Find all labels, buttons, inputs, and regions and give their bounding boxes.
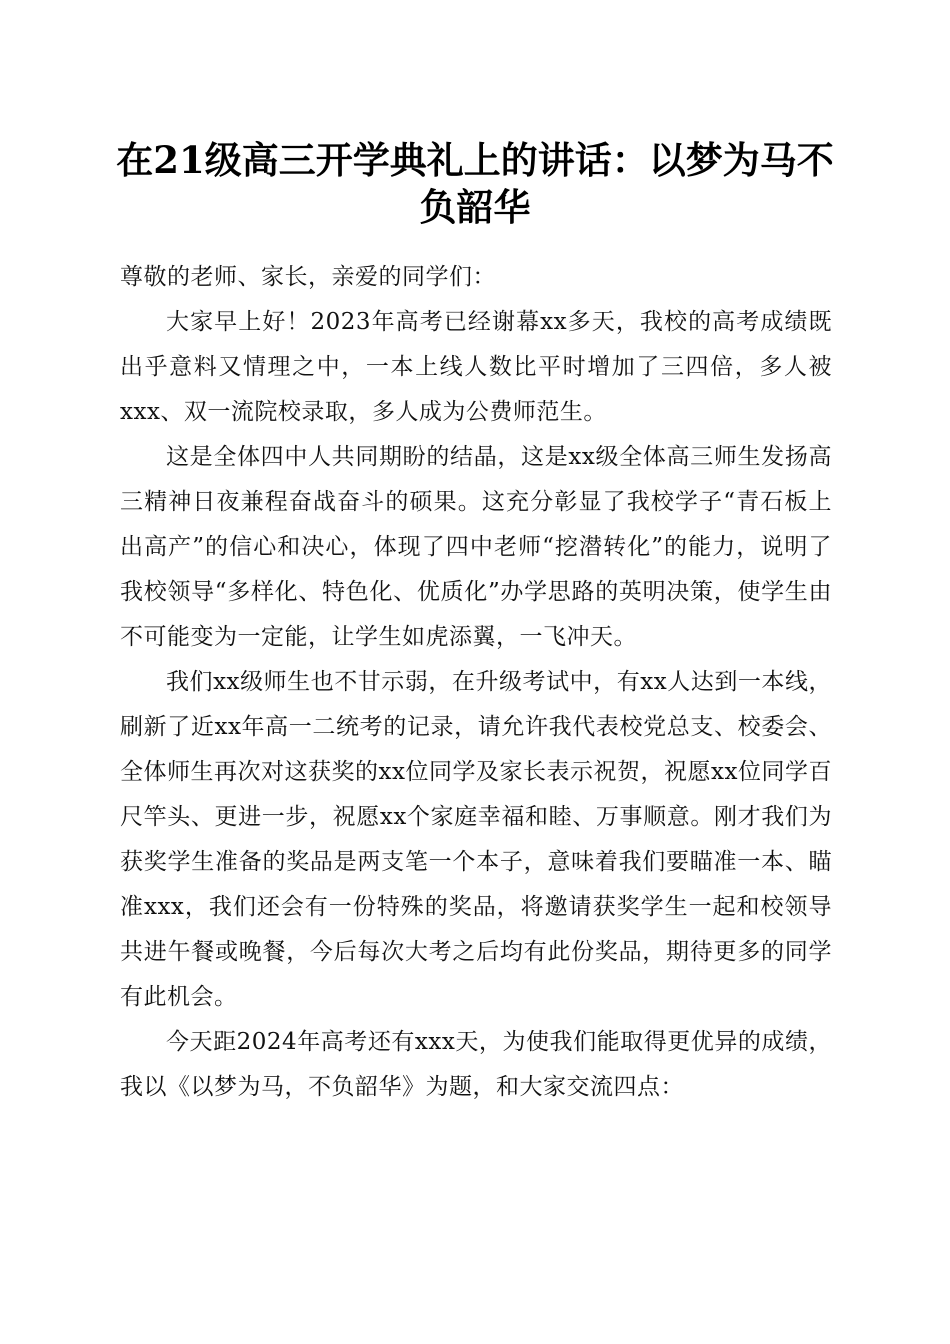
document-body	[120, 255, 832, 1110]
paragraph-2: 这是全体四中人共同期盼的结晶，这是xx级全体高三师生发扬高三精神日夜兼程奋战奋斗的硕果。这充分彰显了我校学子“青石板上出高产”的信心和决心，体现了四中老师“挖潜转化”的能力，说明了我校领导“多样化、特色化、优质化”办学思路的英明决策，使学生由不可能变为一定能，让学生如虎添翼，一飞冲天。	[120, 444, 832, 650]
salutation: 尊敬的老师、家长，亲爱的同学们：	[120, 264, 496, 290]
document-title: 在21级高三开学典礼上的讲话：以梦为马不负韶华	[116, 138, 834, 229]
paragraph-4: 今天距2024年高考还有xxx天，为使我们能取得更优异的成绩，我以《以梦为马，不负韶华》为题，和大家交流四点：	[120, 1029, 832, 1100]
paragraph-3: 我们xx级师生也不甘示弱，在升级考试中，有xx人达到一本线，刷新了近xx年高一二统考的记录，请允许我代表校党总支、校委会、全体师生再次对这获奖的xx位同学及家长表示祝贺，祝愿xx位同学百尺竿头、更进一步，祝愿xx个家庭幸福和睦、万事顺意。刚才我们为获奖学生准备的奖品是两支笔一个本子，意味着我们要瞄准一本、瞄准xxx，我们还会有一份特殊的奖品，将邀请获奖学生一起和校领导共进午餐或晚餐，今后每次大考之后均有此份奖品，期待更多的同学有此机会。	[120, 669, 832, 1010]
paragraph-1: 大家早上好！2023年高考已经谢幕xx多天，我校的高考成绩既出乎意料又情理之中，一本上线人数比平时增加了三四倍，多人被xxx、双一流院校录取，多人成为公费师范生。	[120, 309, 832, 425]
